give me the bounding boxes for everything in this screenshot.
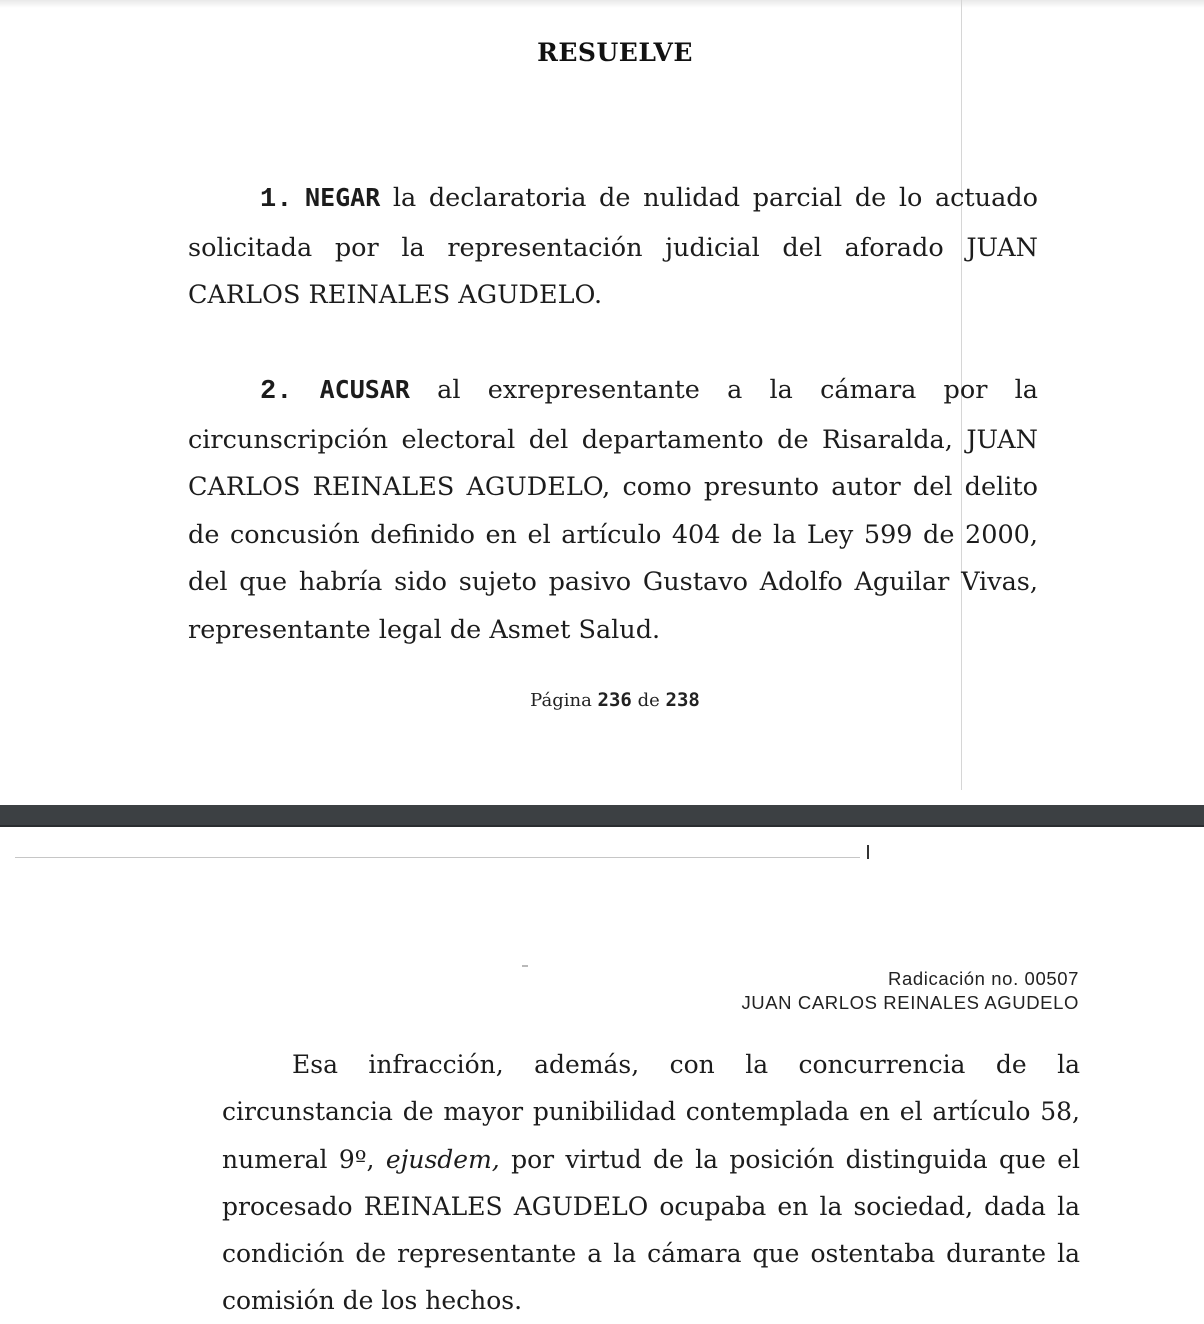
defendant-name: JUAN CARLOS REINALES AGUDELO: [741, 992, 1079, 1013]
body-text-part2: por virtud de la posición distinguida que el procesado REINALES AGUDELO ocupaba en la sociedad, dada la condición de representante a la cámara que ostentaba durante la comisión de los hechos.: [222, 1144, 1080, 1316]
scan-artifact-line: [15, 857, 860, 858]
item-text: la declaratoria de nulidad parcial de lo actuado solicitada por la representación judicial del aforado JUAN CARLOS REINALES AGUDELO.: [188, 183, 1038, 310]
resolution-item-2: [188, 366, 1038, 654]
item-text: al exrepresentante a la cámara por la circunscripción electoral del departamento de Risaralda, JUAN CARLOS REINALES AGUDELO, como presunto autor del delito de concusión definido en el artículo 404 de la Ley 599 de 2000, del que habría sido sujeto pasivo Gustavo Adolfo Aguilar Vivas, representante legal de Asmet Salud.: [188, 375, 1038, 645]
item-verb: NEGAR: [305, 183, 381, 212]
scan-artifact-mark: [867, 845, 869, 859]
total-pages: 238: [665, 689, 700, 711]
document-header: [741, 967, 1079, 1015]
resolution-item-1: [188, 174, 1038, 320]
item-verb: ACUSAR: [319, 375, 410, 404]
body-paragraph: [222, 1041, 1080, 1324]
body-text-part1: Esa infracción, además, con la concurrencia de la circunstancia de mayor punibilidad contemplada en el artículo 58, numeral 9º,: [222, 1050, 1080, 1174]
item-number: 2.: [260, 377, 293, 407]
radicacion-number: Radicación no. 00507: [888, 968, 1079, 989]
document-page-bottom: [0, 827, 1204, 1324]
page-separator: [0, 805, 1204, 827]
page-number-footer: [0, 689, 1204, 711]
section-title: RESUELVE: [537, 38, 693, 67]
page-connector: de: [637, 690, 660, 711]
current-page: 236: [597, 689, 632, 711]
item-number: 1.: [260, 185, 293, 215]
page-label: Página: [530, 690, 592, 711]
body-text-italic: ejusdem,: [385, 1144, 500, 1174]
scan-artifact-speck: [522, 965, 528, 967]
